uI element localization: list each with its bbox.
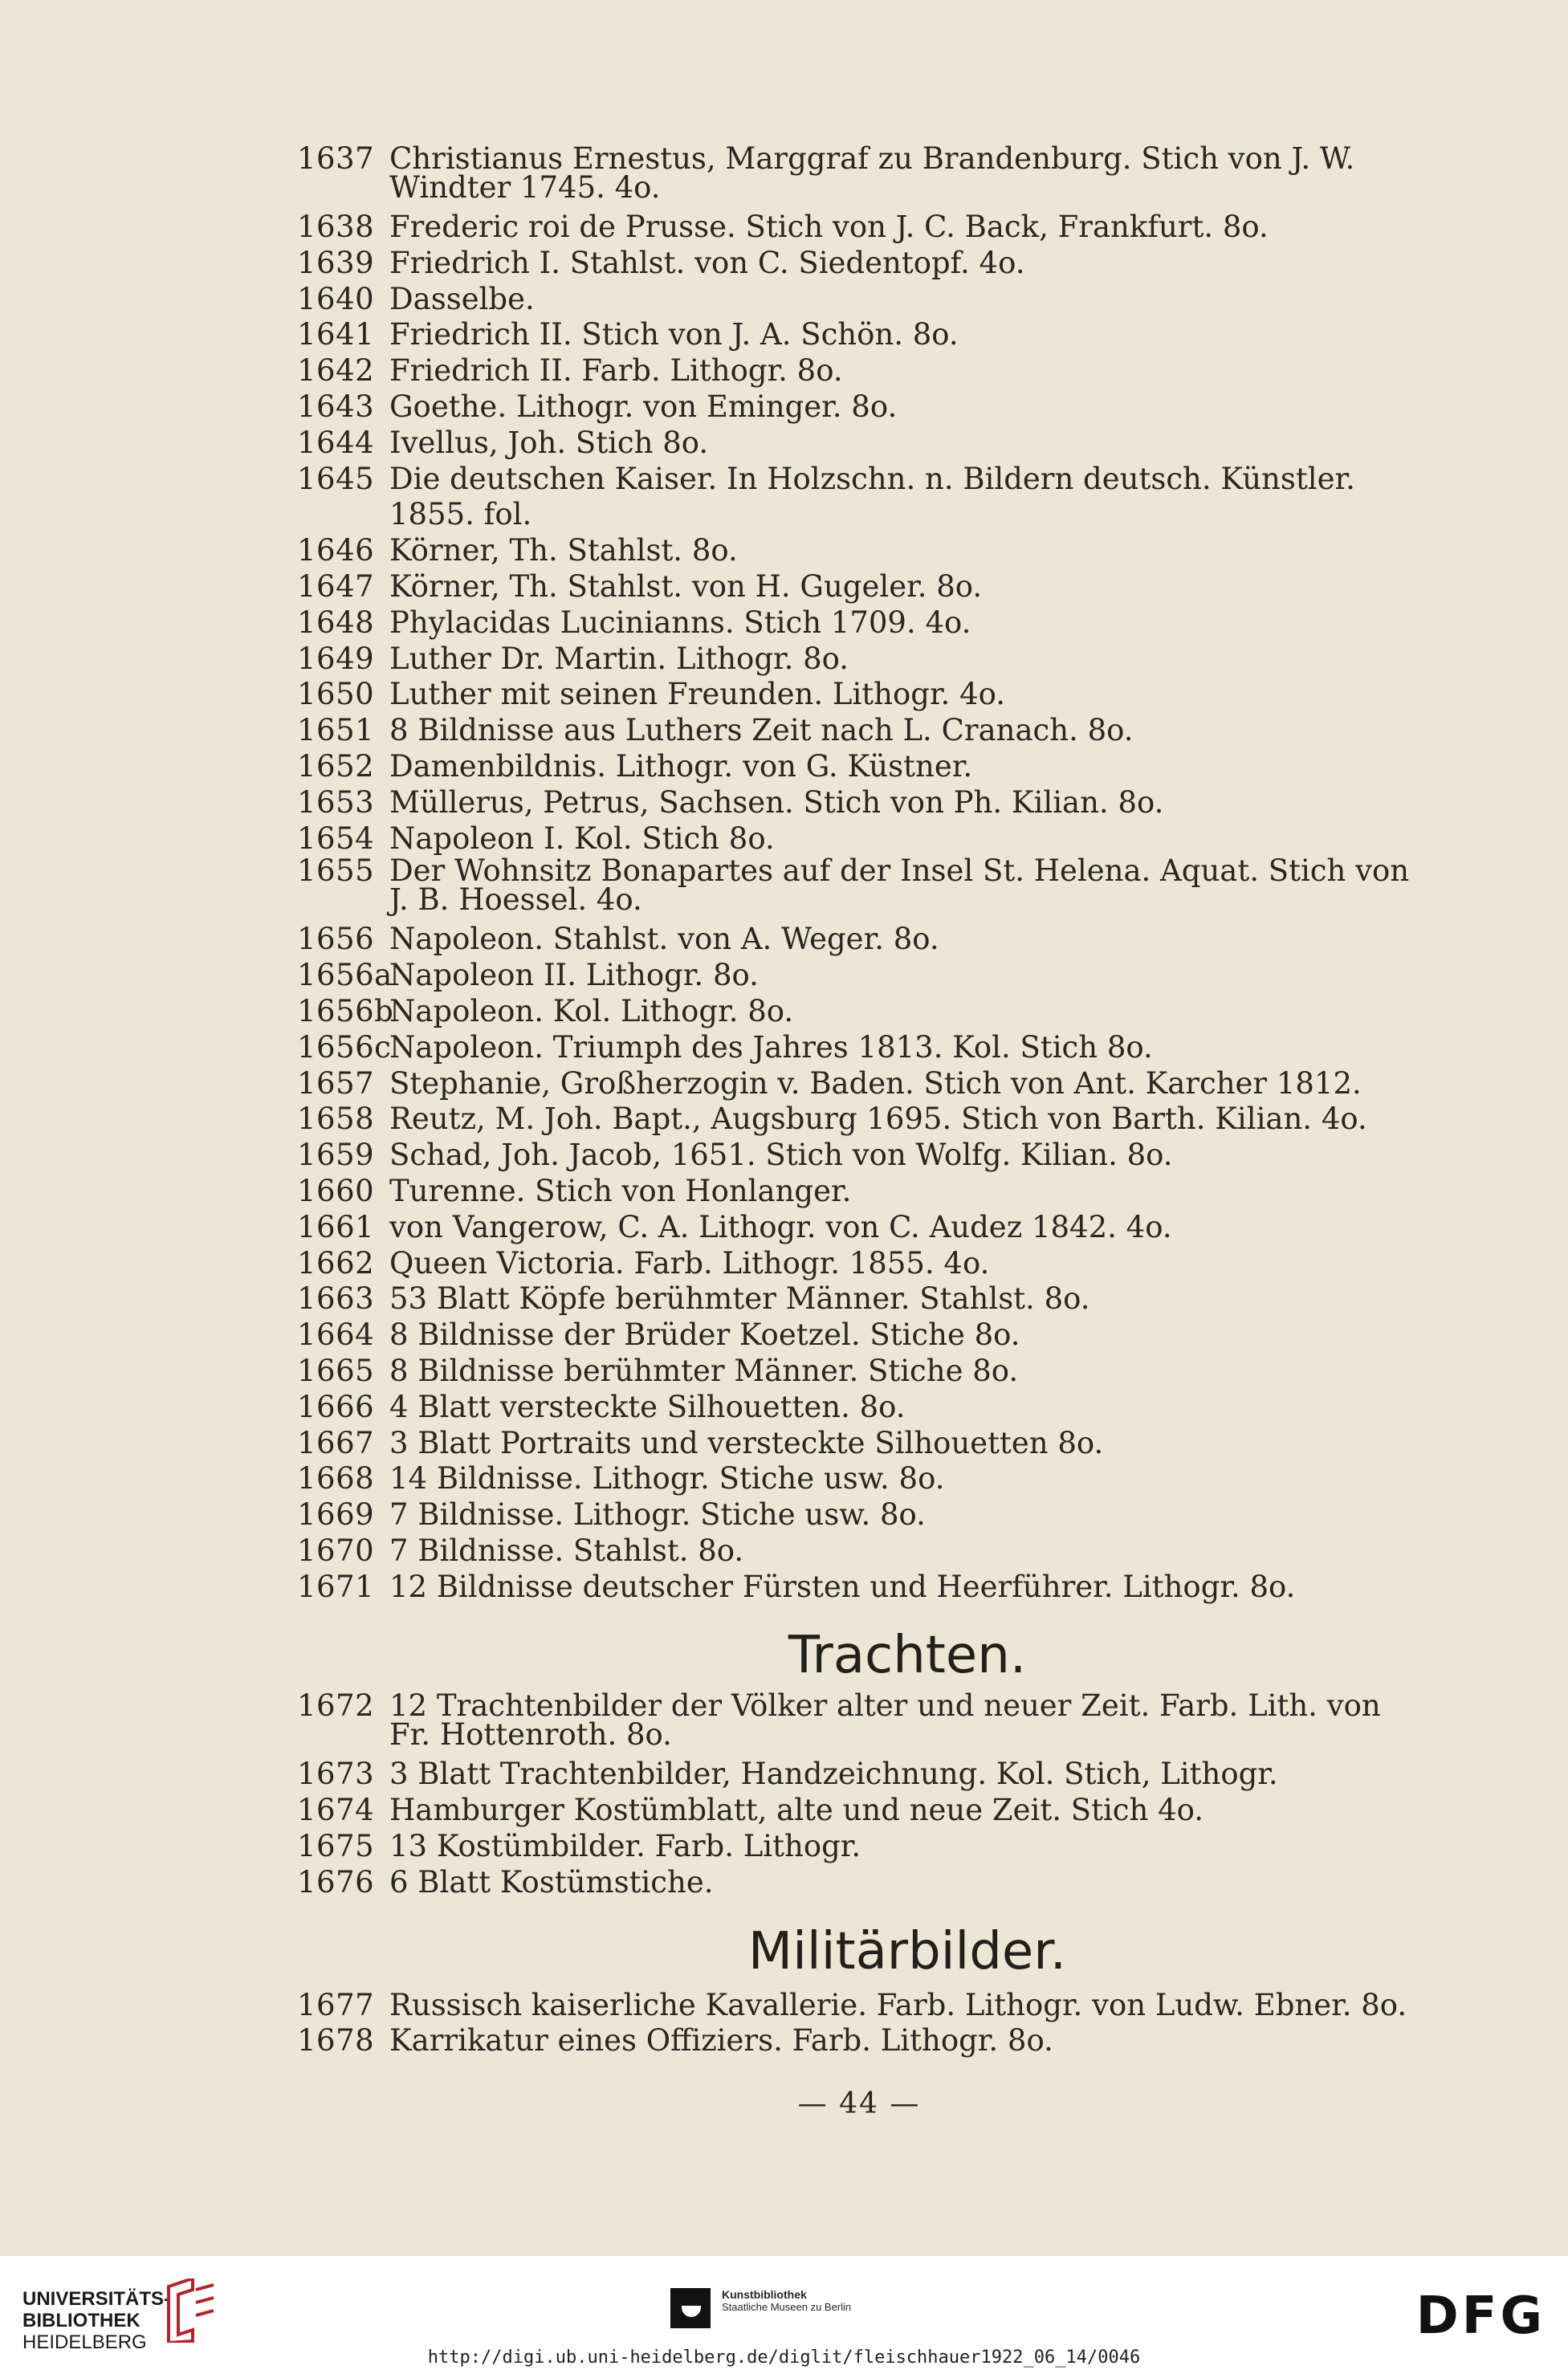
- catalog-entry: [297, 210, 1421, 246]
- entry-text: 7 Bildnisse. Stahlst. 8o.: [389, 1533, 744, 1568]
- catalog-entry: [297, 1865, 1421, 1901]
- catalog-entry: [297, 677, 1421, 713]
- catalog-entry: [297, 1461, 1421, 1497]
- catalog-entry: [297, 2023, 1421, 2059]
- page-number: — 44 —: [797, 2087, 921, 2120]
- entry-text: Napoleon II. Lithogr. 8o.: [389, 958, 759, 993]
- catalog-entry: [297, 1174, 1421, 1210]
- entry-number: 1677: [297, 1987, 375, 2022]
- entry-number: 1640: [297, 281, 375, 316]
- entry-number: 1674: [297, 1793, 375, 1828]
- entry-text: Dasselbe.: [389, 281, 535, 316]
- catalog-entry: [297, 958, 1421, 994]
- entry-number: 1647: [297, 568, 375, 604]
- entry-number: 1664: [297, 1317, 375, 1353]
- entry-text: Karrikatur eines Offiziers. Farb. Lithogr. 8o.: [389, 2023, 1053, 2058]
- ub-heidelberg-logo-text[interactable]: [22, 2288, 170, 2353]
- catalog-entry: [297, 994, 1421, 1030]
- entry-number: 1641: [297, 317, 375, 352]
- catalog-entry: [297, 141, 1421, 210]
- catalog-entry: [297, 462, 1421, 534]
- catalog-entry: [297, 1570, 1421, 1606]
- entry-text: Phylacidas Lucinianns. Stich 1709. 4o.: [389, 605, 971, 640]
- catalog-entry: [297, 641, 1421, 678]
- entry-number: 1643: [297, 389, 375, 424]
- entry-text: Hamburger Kostümblatt, alte und neue Zeit. Stich 4o.: [389, 1793, 1204, 1828]
- entry-number: 1675: [297, 1829, 375, 1864]
- entry-text: Napoleon. Triumph des Jahres 1813. Kol. Stich 8o.: [389, 1029, 1153, 1065]
- entry-number: 1678: [297, 2023, 375, 2058]
- catalog-entry: [297, 853, 1421, 922]
- catalog-entry: [297, 821, 1421, 857]
- catalog-entry: [297, 1426, 1421, 1462]
- entry-number: 1656a: [297, 958, 393, 993]
- catalog-entry: [297, 1497, 1421, 1533]
- entry-text: Reutz, M. Joh. Bapt., Augsburg 1695. Stich von Barth. Kilian. 4o.: [389, 1101, 1367, 1137]
- entry-text: Friedrich I. Stahlst. von C. Siedentopf. 4o.: [389, 245, 1025, 280]
- entry-number: 1658: [297, 1101, 375, 1137]
- catalog-entry: [297, 605, 1421, 641]
- catalog-entry: [297, 389, 1421, 426]
- entry-number: 1656b: [297, 993, 394, 1028]
- entry-number: 1651: [297, 713, 375, 748]
- catalog-entry: [297, 922, 1421, 958]
- ub-logo-icon: [161, 2278, 217, 2343]
- catalog-entry: [297, 1793, 1421, 1829]
- entry-text: Körner, Th. Stahlst. 8o.: [389, 533, 738, 568]
- entry-number: 1669: [297, 1497, 375, 1533]
- catalog-entry: [297, 533, 1421, 569]
- catalog-entry: [297, 749, 1421, 785]
- catalog-entries: [297, 141, 1421, 2059]
- catalog-entry: [297, 1066, 1421, 1102]
- military-entries: [297, 1988, 1421, 2060]
- portrait-entries: [297, 141, 1421, 1605]
- entry-text: Körner, Th. Stahlst. von H. Gugeler. 8o.: [389, 568, 983, 604]
- catalog-entry: [297, 1390, 1421, 1426]
- entry-text: 3 Blatt Portraits und versteckte Silhouetten 8o.: [389, 1425, 1104, 1460]
- entry-number: 1666: [297, 1389, 375, 1424]
- entry-text: 6 Blatt Kostümstiche.: [389, 1864, 714, 1900]
- entry-text: 3 Blatt Trachtenbilder, Handzeichnung. Kol. Stich, Lithogr.: [389, 1757, 1278, 1792]
- entry-number: 1639: [297, 245, 375, 280]
- entry-text: 13 Kostümbilder. Farb. Lithogr.: [389, 1829, 861, 1864]
- catalog-entry: [297, 1317, 1421, 1354]
- entry-text: Russisch kaiserliche Kavallerie. Farb. Lithogr. von Ludw. Ebner. 8o.: [389, 1987, 1407, 2022]
- entry-number: 1659: [297, 1138, 375, 1173]
- ub-line-3: HEIDELBERG: [22, 2331, 147, 2353]
- entry-text: Die deutschen Kaiser. In Holzschn. n. Bildern deutsch. Künstler. 1855. fol.: [389, 461, 1355, 532]
- footer-bar: [0, 2256, 1568, 2374]
- entry-text: Damenbildnis. Lithogr. von G. Küstner.: [389, 748, 973, 784]
- section-heading-militaerbilder: Militärbilder.: [747, 1921, 1067, 1981]
- entry-number: 1668: [297, 1461, 375, 1496]
- entry-number: 1672: [297, 1688, 375, 1724]
- entry-text: Turenne. Stich von Honlanger.: [389, 1173, 852, 1208]
- kb-title: Kunstbibliothek: [722, 2288, 807, 2301]
- catalog-entry: [297, 1246, 1421, 1282]
- entry-text: 8 Bildnisse aus Luthers Zeit nach L. Cranach. 8o.: [389, 713, 1134, 748]
- entry-text: Stephanie, Großherzogin v. Baden. Stich von Ant. Karcher 1812.: [389, 1065, 1362, 1101]
- entry-number: 1663: [297, 1281, 375, 1317]
- catalog-entry: [297, 1210, 1421, 1246]
- entry-number: 1652: [297, 748, 375, 784]
- entry-number: 1648: [297, 605, 375, 640]
- entry-text: 53 Blatt Köpfe berühmter Männer. Stahlst. 8o.: [389, 1281, 1090, 1317]
- catalog-entry: [297, 1829, 1421, 1865]
- entry-number: 1653: [297, 784, 375, 820]
- entry-number: 1656c: [297, 1029, 392, 1065]
- entry-text: Der Wohnsitz Bonapartes auf der Insel St. Helena. Aquat. Stich von J. B. Hoessel. 4o.: [389, 853, 1410, 918]
- catalog-entry: [297, 1101, 1421, 1138]
- entry-text: 12 Bildnisse deutscher Fürsten und Heerführer. Lithogr. 8o.: [389, 1569, 1296, 1604]
- catalog-entry: [297, 713, 1421, 749]
- entry-text: Luther Dr. Martin. Lithogr. 8o.: [389, 641, 849, 676]
- catalog-entry: [297, 1688, 1421, 1757]
- entry-text: 8 Bildnisse der Brüder Koetzel. Stiche 8o.: [389, 1317, 1020, 1353]
- kunstbibliothek-logo[interactable]: [670, 2288, 851, 2328]
- entry-text: 7 Bildnisse. Lithogr. Stiche usw. 8o.: [389, 1497, 926, 1533]
- entry-number: 1661: [297, 1209, 375, 1244]
- catalog-entry: [297, 1757, 1421, 1793]
- entry-text: Napoleon I. Kol. Stich 8o.: [389, 821, 775, 856]
- catalog-entry: [297, 1281, 1421, 1317]
- catalog-entry: [297, 785, 1421, 821]
- entry-text: Goethe. Lithogr. von Eminger. 8o.: [389, 389, 898, 424]
- catalog-entry: [297, 1138, 1421, 1174]
- section-heading-trachten: Trachten.: [788, 1626, 1027, 1686]
- entry-number: 1665: [297, 1353, 375, 1388]
- entry-text: Napoleon. Stahlst. von A. Weger. 8o.: [389, 922, 939, 957]
- entry-number: 1654: [297, 821, 375, 856]
- entry-number: 1637: [297, 141, 375, 176]
- entry-number: 1657: [297, 1065, 375, 1101]
- entry-text: Friedrich II. Farb. Lithogr. 8o.: [389, 353, 843, 389]
- catalog-entry: [297, 353, 1421, 389]
- entry-text: Queen Victoria. Farb. Lithogr. 1855. 4o.: [389, 1245, 990, 1281]
- catalog-entry: [297, 1988, 1421, 2024]
- entry-text: Luther mit seinen Freunden. Lithogr. 4o.: [389, 677, 1006, 712]
- catalog-entry: [297, 426, 1421, 462]
- entry-number: 1656: [297, 922, 375, 957]
- kunstbibliothek-mark-icon: [670, 2288, 711, 2328]
- catalog-entry: [297, 1030, 1421, 1066]
- entry-text: Schad, Joh. Jacob, 1651. Stich von Wolfg. Kilian. 8o.: [389, 1138, 1173, 1173]
- entry-number: 1662: [297, 1245, 375, 1281]
- entry-number: 1645: [297, 461, 375, 496]
- entry-number: 1676: [297, 1864, 375, 1900]
- entry-number: 1671: [297, 1569, 375, 1604]
- page-url[interactable]: http://digi.ub.uni-heidelberg.de/diglit/fleischhauer1922_06_14/0046: [427, 2348, 1141, 2368]
- entry-number: 1638: [297, 210, 375, 244]
- catalog-entry: [297, 569, 1421, 605]
- catalog-entry: [297, 246, 1421, 282]
- entry-number: 1670: [297, 1533, 375, 1568]
- ub-line-1: UNIVERSITÄTS-: [22, 2288, 171, 2310]
- entry-number: 1650: [297, 677, 375, 712]
- entry-text: 14 Bildnisse. Lithogr. Stiche usw. 8o.: [389, 1461, 945, 1496]
- entry-text: Friedrich II. Stich von J. A. Schön. 8o.: [389, 317, 959, 352]
- entry-text: von Vangerow, C. A. Lithogr. von C. Audez 1842. 4o.: [389, 1209, 1172, 1244]
- catalog-entry: [297, 1354, 1421, 1390]
- entry-number: 1644: [297, 425, 375, 460]
- entry-number: 1673: [297, 1757, 375, 1792]
- kb-subtitle: Staatliche Museen zu Berlin: [722, 2301, 852, 2313]
- entry-text: Frederic roi de Prusse. Stich von J. C. Back, Frankfurt. 8o.: [389, 210, 1269, 244]
- entry-text: 8 Bildnisse berühmter Männer. Stiche 8o.: [389, 1353, 1019, 1388]
- costume-entries: [297, 1688, 1421, 1900]
- catalog-entry: [297, 1533, 1421, 1570]
- catalog-entry: [297, 317, 1421, 353]
- dfg-logo[interactable]: DFG: [1415, 2286, 1546, 2346]
- catalog-entry: [297, 282, 1421, 318]
- entry-number: 1646: [297, 533, 375, 568]
- entry-number: 1667: [297, 1425, 375, 1460]
- entry-number: 1655: [297, 853, 375, 889]
- entry-number: 1642: [297, 353, 375, 389]
- entry-text: Ivellus, Joh. Stich 8o.: [389, 425, 709, 460]
- entry-number: 1660: [297, 1173, 375, 1208]
- entry-text: 4 Blatt versteckte Silhouetten. 8o.: [389, 1389, 906, 1424]
- entry-text: 12 Trachtenbilder der Völker alter und neuer Zeit. Farb. Lith. von Fr. Hottenroth. 8o.: [389, 1688, 1381, 1753]
- entry-text: Napoleon. Kol. Lithogr. 8o.: [389, 993, 794, 1028]
- ub-line-2: BIBLIOTHEK: [22, 2310, 141, 2331]
- entry-number: 1649: [297, 641, 375, 676]
- entry-text: Müllerus, Petrus, Sachsen. Stich von Ph. Kilian. 8o.: [389, 784, 1164, 820]
- entry-text: Christianus Ernestus, Marggraf zu Brandenburg. Stich von J. W. Windter 1745. 4o.: [389, 141, 1355, 205]
